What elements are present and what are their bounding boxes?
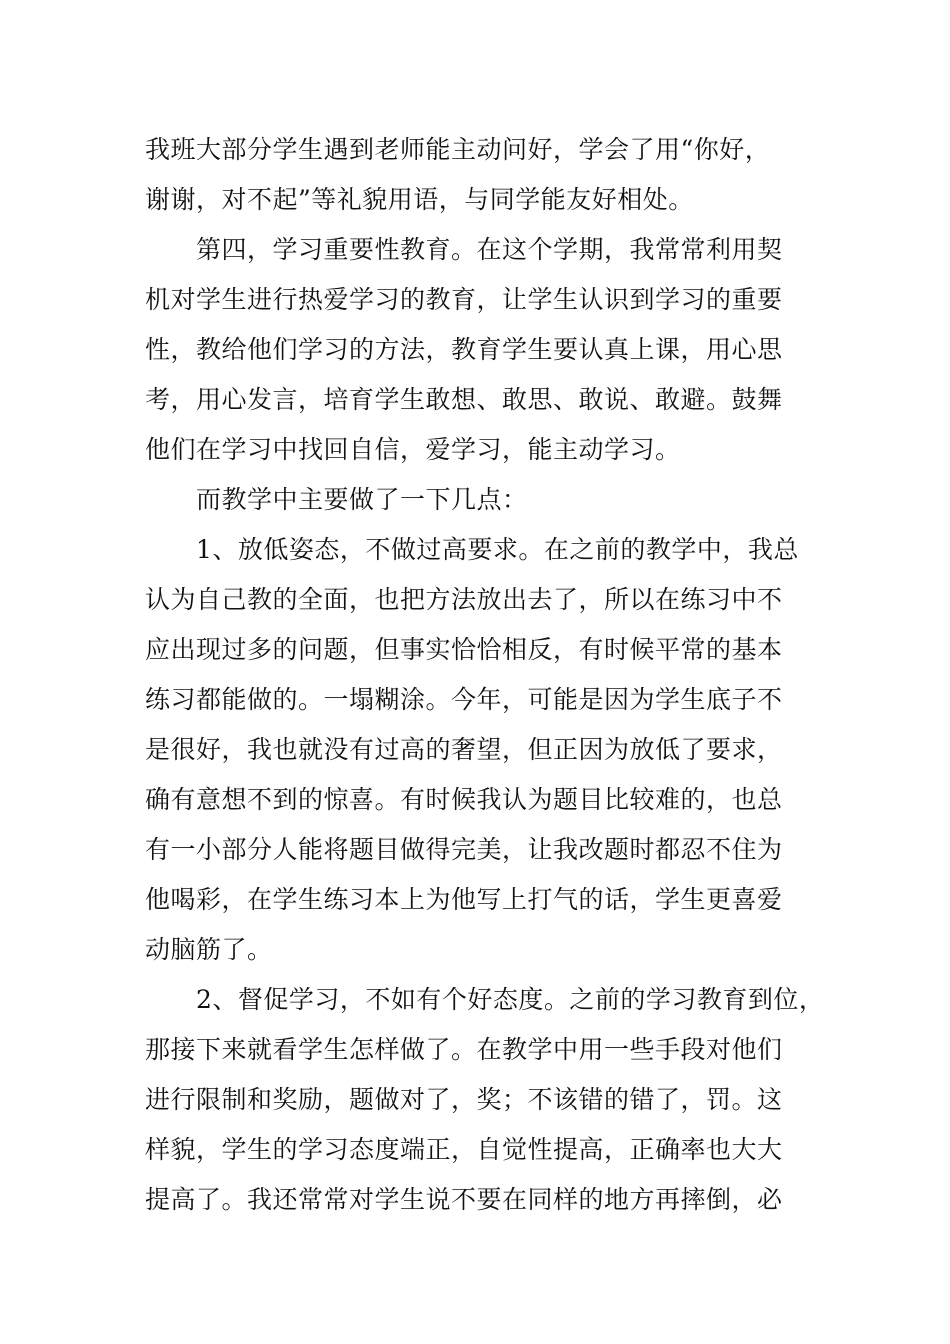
text-line: 确有意想不到的惊喜。有时候我认为题目比较难的，也总 (145, 785, 783, 814)
text-line: 样貌，学生的学习态度端正，自觉性提高，正确率也大大 (145, 1135, 783, 1164)
text-line: 谢谢，对不起”等礼貌用语，与同学能友好相处。 (145, 185, 694, 214)
text-line: 第四，学习重要性教育。在这个学期，我常常利用契 (145, 235, 783, 264)
text-line: 性，教给他们学习的方法，教育学生要认真上课，用心思 (145, 335, 783, 364)
text-line: 应出现过多的问题，但事实恰恰相反，有时候平常的基本 (145, 635, 783, 664)
text-line: 有一小部分人能将题目做得完美，让我改题时都忍不住为 (145, 835, 783, 864)
text-line: 认为自己教的全面，也把方法放出去了，所以在练习中不 (145, 585, 783, 614)
text-line: 机对学生进行热爱学习的教育，让学生认识到学习的重要 (145, 285, 783, 314)
text-line: 那接下来就看学生怎样做了。在教学中用一些手段对他们 (145, 1035, 783, 1064)
text-line: 我班大部分学生遇到老师能主动问好，学会了用“你好， (145, 135, 771, 164)
text-line: 2、督促学习，不如有个好态度。之前的学习教育到位， (145, 985, 825, 1014)
text-line: 而教学中主要做了一下几点： (145, 485, 528, 514)
text-line: 练习都能做的。一塌糊涂。今年，可能是因为学生底子不 (145, 685, 783, 714)
text-line: 进行限制和奖励，题做对了，奖；不该错的错了，罚。这 (145, 1085, 783, 1114)
text-line: 考，用心发言，培育学生敢想、敢思、敢说、敢避。鼓舞 (145, 385, 783, 414)
text-line: 他们在学习中找回自信，爱学习，能主动学习。 (145, 435, 681, 464)
text-line: 是很好，我也就没有过高的奢望，但正因为放低了要求， (145, 735, 783, 764)
text-line: 1、放低姿态，不做过高要求。在之前的教学中，我总 (145, 535, 799, 564)
text-line: 他喝彩，在学生练习本上为他写上打气的话，学生更喜爱 (145, 885, 783, 914)
text-line: 动脑筋了。 (145, 935, 273, 964)
document-body (145, 125, 825, 1225)
text-line: 提高了。我还常常对学生说不要在同样的地方再摔倒，必 (145, 1185, 783, 1214)
